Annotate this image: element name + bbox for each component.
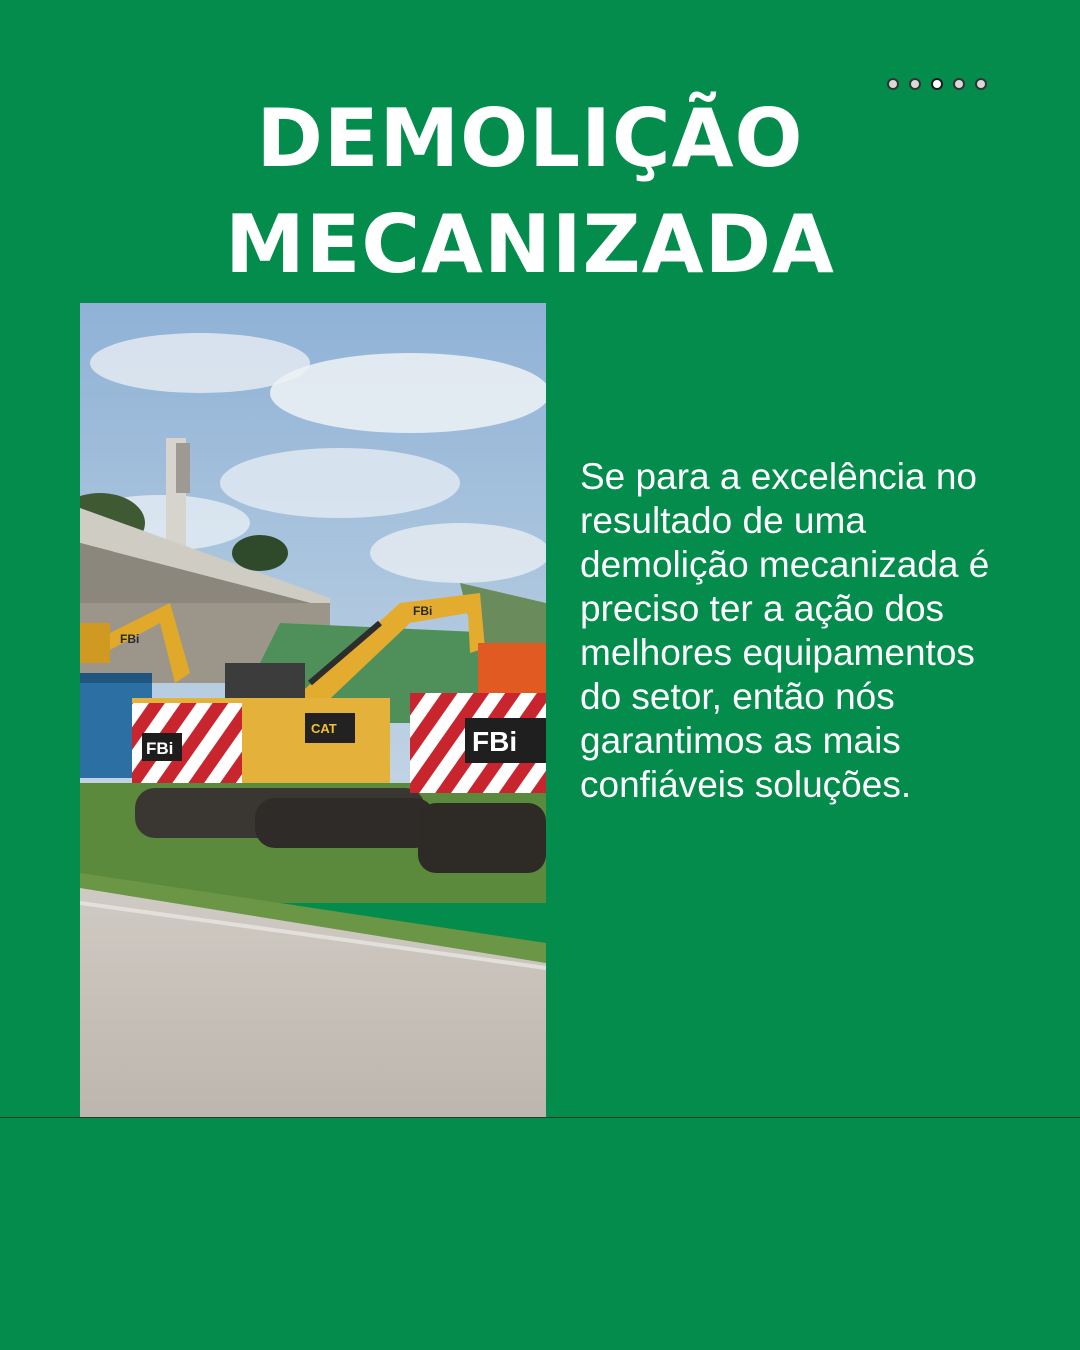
carousel-dot-active[interactable] bbox=[931, 78, 943, 90]
excavators-photo bbox=[80, 303, 546, 1117]
title-line-1: DEMOLIÇÃO bbox=[256, 92, 804, 185]
divider bbox=[0, 1117, 1080, 1118]
carousel-dot[interactable] bbox=[909, 78, 921, 90]
svg-text:CAT: CAT bbox=[311, 721, 337, 736]
carousel-dot[interactable] bbox=[953, 78, 965, 90]
carousel-dot[interactable] bbox=[887, 78, 899, 90]
svg-text:FBi: FBi bbox=[146, 739, 174, 758]
carousel-dot[interactable] bbox=[975, 78, 987, 90]
svg-text:FBi: FBi bbox=[120, 632, 140, 646]
carousel-indicator bbox=[887, 78, 987, 90]
page-title bbox=[0, 86, 1060, 298]
svg-text:FBi: FBi bbox=[413, 604, 433, 618]
body-text: Se para a excelência no resultado de uma demolição mecanizada é preciso ter a ação dos melhores equipamentos do setor, então nós garantimos as mais confiáveis soluções. bbox=[580, 456, 990, 805]
svg-text:FBi: FBi bbox=[472, 726, 518, 757]
title-line-2: MECANIZADA bbox=[225, 198, 835, 291]
